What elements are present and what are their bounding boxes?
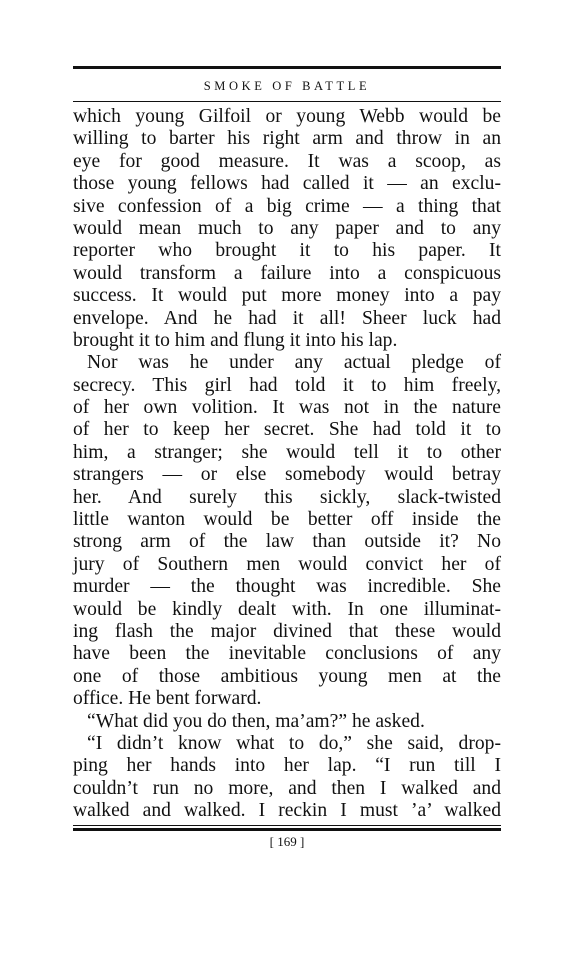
text-line: which young Gilfoil or young Webb would be — [73, 106, 501, 127]
text-line: eye for good measure. It was a scoop, as — [73, 150, 501, 172]
book-page — [73, 66, 501, 850]
running-head: SMOKE OF BATTLE — [203, 79, 371, 93]
text-line: willing to barter his right arm and throw in an — [73, 128, 501, 150]
text-line: “What did you do then, ma’am?” he asked. — [87, 710, 425, 732]
page-number: [ 169 ] — [269, 833, 305, 849]
text-line: sive confession of a big crime — a thing that — [73, 195, 501, 217]
text-line: office. He bent forward. — [73, 688, 262, 710]
text-line: of her to keep her secret. She had told it to — [73, 419, 501, 441]
text-line: ing flash the major divined that these would — [73, 620, 501, 642]
text-line: would be kindly dealt with. In one illuminat- — [73, 598, 501, 620]
footer-rule-thick — [73, 828, 501, 831]
text-line: strangers — or else somebody would betray — [73, 464, 501, 486]
text-line: brought it to him and flung it into his lap. — [73, 329, 398, 351]
text-line: would transform a failure into a conspicuous — [73, 262, 501, 284]
text-line: “I didn’t know what to do,” she said, drop- — [87, 732, 501, 754]
text-line: success. It would put more money into a pay — [73, 285, 501, 307]
header-rule-thin — [73, 101, 501, 102]
body-text — [73, 106, 501, 823]
text-line: one of those ambitious young men at the — [73, 665, 501, 687]
text-line: have been the inevitable conclusions of any — [73, 643, 501, 665]
text-line: reporter who brought it to his paper. It — [73, 240, 501, 262]
text-line: him, a stranger; she would tell it to other — [73, 441, 501, 463]
text-line: ping her hands into her lap. “I run till I — [73, 755, 501, 777]
text-line: couldn’t run no more, and then I walked and — [73, 777, 501, 799]
text-line: of her own volition. It was not in the nature — [73, 397, 501, 419]
text-line: Nor was he under any actual pledge of — [87, 352, 501, 374]
text-line: walked and walked. I reckin I must ’a’ walked — [73, 800, 501, 822]
text-line: murder — the thought was incredible. She — [73, 576, 501, 598]
text-line: jury of Southern men would convict her of — [73, 553, 501, 575]
text-line: would mean much to any paper and to any — [73, 217, 501, 239]
text-line: envelope. And he had it all! Sheer luck had — [73, 307, 501, 329]
text-line: little wanton would be better off inside the — [73, 509, 501, 531]
text-line: strong arm of the law than outside it? No — [73, 531, 501, 553]
header-rule-thick — [73, 66, 501, 69]
text-line: her. And surely this sickly, slack-twisted — [73, 486, 501, 508]
text-line: secrecy. This girl had told it to him freely, — [73, 374, 501, 396]
text-line: those young fellows had called it — an exclu- — [73, 173, 501, 195]
footer-rule-thin — [73, 825, 501, 826]
